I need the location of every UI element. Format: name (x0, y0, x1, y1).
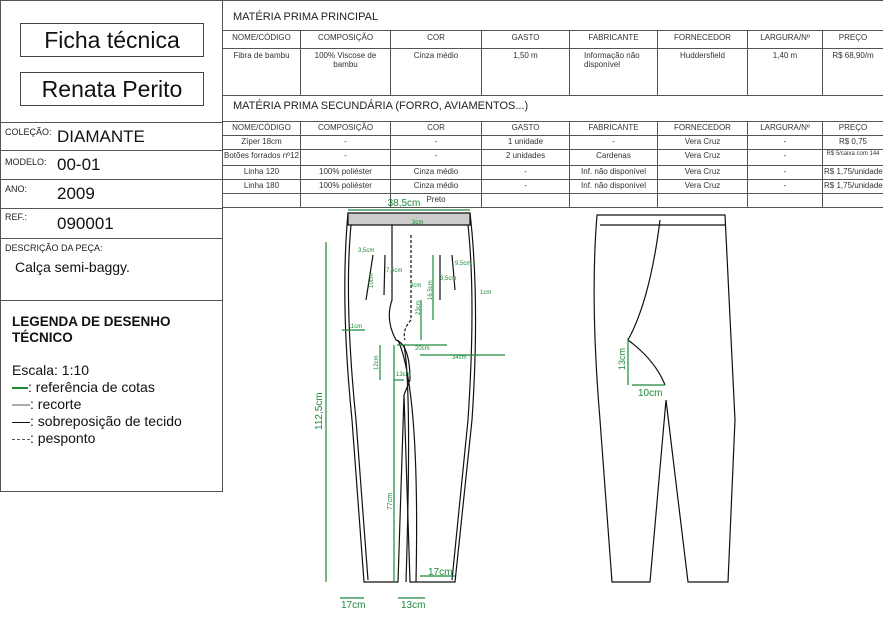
cell: Linha 180 (223, 180, 301, 194)
year-label: ANO: (5, 184, 28, 194)
sheet-title: Ficha técnica (20, 23, 204, 57)
collection-value: DIAMANTE (57, 127, 145, 146)
description-label: DESCRIÇÃO DA PEÇA: (5, 243, 103, 253)
cut-line-icon (12, 404, 30, 406)
table-row (223, 49, 883, 96)
divider (0, 491, 223, 492)
legend-scale: Escala: 1:10 (12, 362, 90, 378)
cell: - (482, 180, 570, 194)
dim-side: 1cm (480, 290, 492, 296)
cell: 100% Viscose de bambu (301, 49, 391, 96)
dim-pleat-length: 10cm (369, 273, 375, 288)
col-header: NOME/CÓDIGO (223, 122, 301, 136)
dim-hem-bottom: 13cm (401, 600, 426, 611)
dim-back-horizontal: 10cm (638, 388, 663, 399)
description-value: Calça semi-baggy. (15, 259, 130, 275)
legend-item-dimension (12, 379, 155, 395)
ref-value: 090001 (57, 214, 114, 233)
table-row (223, 150, 883, 166)
secondary-title: MATÉRIA PRIMA SECUNDÁRIA (FORRO, AVIAMENTOS...) (233, 100, 529, 112)
cell: 100% poliéster (301, 180, 391, 194)
cell: R$ 68,90/m (823, 49, 883, 96)
cell: 100% poliéster (301, 166, 391, 180)
cell: R$ 1,75/unidade (823, 180, 883, 194)
dim-pocket-top: 3,5cm (358, 248, 375, 254)
cell: Inf. não disponível (570, 180, 658, 194)
cell: Informação não disponível (570, 49, 658, 96)
divider (0, 238, 222, 239)
dim-waist: 38,5cm (387, 198, 421, 209)
cell: Zíper 18cm (223, 136, 301, 150)
cell: - (391, 150, 482, 166)
stitch-line-icon (12, 439, 30, 440)
dim-pleat: 7,5cm (386, 268, 403, 274)
col-header: COMPOSIÇÃO (301, 31, 391, 49)
model-label: MODELO: (5, 157, 47, 167)
cell: Linha 120 (223, 166, 301, 180)
cell: Botões forrados nº12 (223, 150, 301, 166)
cell: - (301, 136, 391, 150)
legend-item-overlap (12, 413, 182, 429)
cell: Vera Cruz (658, 150, 748, 166)
divider (0, 0, 883, 1)
col-header: COMPOSIÇÃO (301, 122, 391, 136)
designer-name: Renata Perito (20, 72, 204, 106)
legend-title: LEGENDA DE DESENHO TÉCNICO (12, 314, 171, 345)
dim-fly-length: 16,5cm (428, 280, 434, 300)
dim-band: 3cm (412, 220, 424, 226)
cell: Preto (391, 194, 482, 208)
dim-thigh: 34cm (452, 355, 467, 361)
cell: 1,50 m (482, 49, 570, 96)
col-header: LARGURA/Nº (748, 31, 823, 49)
cell: - (482, 166, 570, 180)
dim-right-top: 9,5cm (455, 261, 472, 267)
dim-right-pleat: 3,5cm (440, 276, 457, 282)
cell: Vera Cruz (658, 180, 748, 194)
cell: Fibra de bambu (223, 49, 301, 96)
divider (0, 300, 222, 301)
legend-item-cut (12, 396, 81, 412)
cell: - (301, 150, 391, 166)
col-header: COR (391, 31, 482, 49)
dim-crotch: 20cm (415, 346, 430, 352)
col-header: GASTO (482, 122, 570, 136)
model-value: 00-01 (57, 155, 101, 174)
front-pants (345, 213, 476, 582)
legend-text: : pesponto (30, 430, 96, 446)
dim-rise: 23cm (416, 300, 422, 315)
cell: 2 unidades (482, 150, 570, 166)
cell: - (570, 136, 658, 150)
back-pants (594, 215, 735, 582)
table-row (223, 180, 883, 194)
divider (0, 0, 1, 492)
dim-back-vertical: 13cm (617, 347, 627, 370)
dim-total-length: 112,5cm (314, 392, 325, 430)
legend-text: : referência de cotas (28, 379, 155, 395)
technical-drawing (222, 195, 883, 620)
divider (0, 122, 222, 123)
cell: Vera Cruz (658, 166, 748, 180)
legend-text: : recorte (30, 396, 82, 412)
legend-item-stitch (12, 430, 95, 446)
cell: - (748, 166, 823, 180)
dim-hem-top: 17cm (428, 567, 453, 578)
col-header: COR (391, 122, 482, 136)
divider (0, 179, 222, 180)
cell: Cinza médio (391, 166, 482, 180)
cell: 1,40 m (748, 49, 823, 96)
table-row (223, 166, 883, 180)
dim-inseam: 77cm (387, 492, 394, 510)
col-header: PREÇO (823, 31, 883, 49)
cell: Inf. não disponível (570, 166, 658, 180)
cell: Huddersfield (658, 49, 748, 96)
cell: Cinza médio (391, 49, 482, 96)
col-header: LARGURA/Nº (748, 122, 823, 136)
dim-crotch-v: 12cm (374, 355, 380, 370)
table-row (223, 136, 883, 150)
col-header: FORNECEDOR (658, 122, 748, 136)
col-header: FABRICANTE (570, 31, 658, 49)
cell: 1 unidade (482, 136, 570, 150)
legend-text: : sobreposição de tecido (30, 413, 182, 429)
dim-fly-width: 3cm (410, 283, 422, 289)
dim-hip-side: 11cm (348, 324, 363, 330)
cell: R$ 1,75/unidade (823, 166, 883, 180)
cell: - (748, 180, 823, 194)
year-value: 2009 (57, 184, 95, 203)
dim-crotch-h: 13cm (396, 372, 411, 378)
cell: - (748, 136, 823, 150)
divider (0, 208, 222, 209)
dimension-line-icon (12, 387, 28, 389)
divider (0, 150, 222, 151)
dim-hem-left: 17cm (341, 600, 366, 611)
primary-title: MATÉRIA PRIMA PRINCIPAL (233, 11, 379, 23)
cell: - (748, 150, 823, 166)
ref-label: REF.: (5, 212, 28, 222)
col-header: FABRICANTE (570, 122, 658, 136)
cell: Cardenas (570, 150, 658, 166)
cell: - (391, 136, 482, 150)
cell: Vera Cruz (658, 136, 748, 150)
col-header: NOME/CÓDIGO (223, 31, 301, 49)
dimension-lines (314, 198, 665, 611)
cell: R$ 5/caixa com 144 (823, 150, 883, 166)
collection-label: COLEÇÃO: (5, 127, 52, 137)
cell: R$ 0,75 (823, 136, 883, 150)
col-header: FORNECEDOR (658, 31, 748, 49)
cell: Cinza médio (391, 180, 482, 194)
overlap-line-icon (12, 422, 30, 424)
primary-table (222, 30, 883, 96)
col-header: GASTO (482, 31, 570, 49)
col-header: PREÇO (823, 122, 883, 136)
